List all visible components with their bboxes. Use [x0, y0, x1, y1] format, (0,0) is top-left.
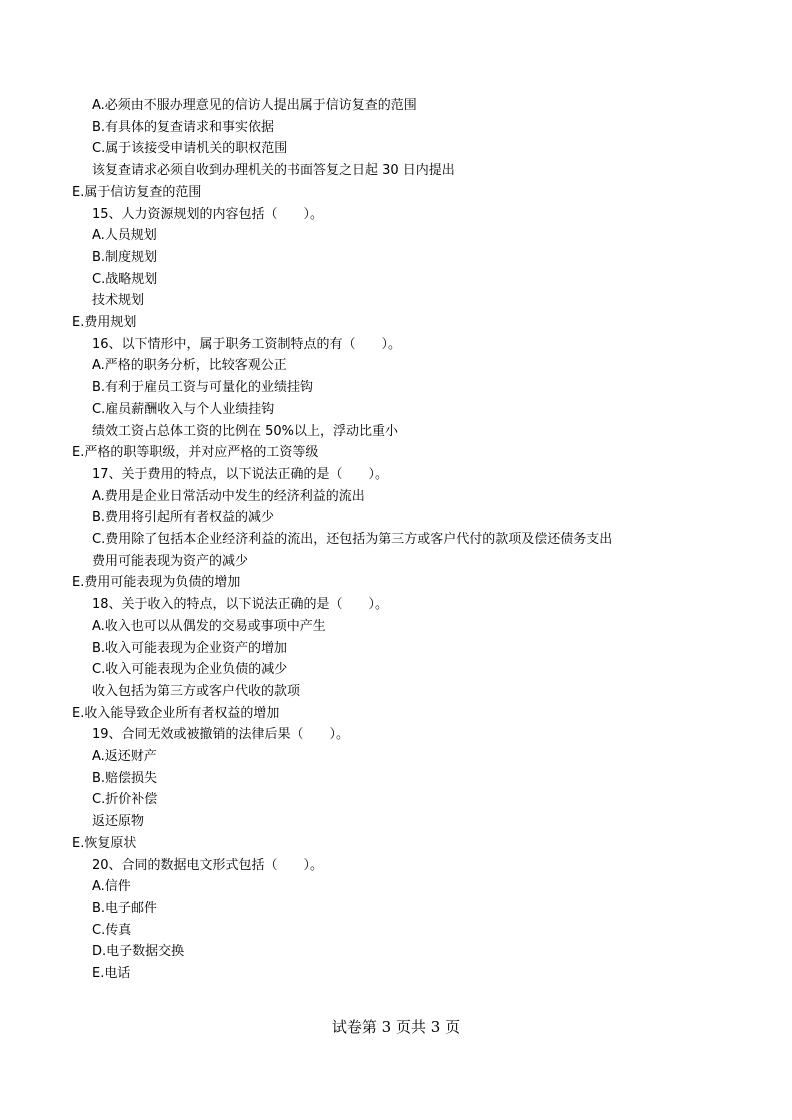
text-line: A.必须由不服办理意见的信访人提出属于信访复查的范围 — [92, 98, 417, 113]
text-line: C.传真 — [92, 922, 132, 938]
text-line: 绩效工资占总体工资的比例在 50%以上，浮动比重小 — [92, 423, 399, 439]
text-line: B.赔偿损失 — [92, 770, 158, 786]
text-line: B.收入可能表现为企业资产的增加 — [92, 640, 288, 656]
text-line: E.电话 — [92, 966, 131, 981]
text-line: E.费用规划 — [72, 315, 137, 330]
text-line: A.返还财产 — [92, 749, 157, 764]
text-line: 费用可能表现为资产的减少 — [92, 553, 249, 569]
text-line: 该复查请求必须自收到办理机关的书面答复之日起 30 日内提出 — [92, 163, 455, 179]
text-line: A.收入也可以从偶发的交易或事项中产生 — [92, 618, 326, 634]
text-line: C.折价补偿 — [92, 792, 158, 808]
text-line: E.属于信访复查的范围 — [72, 184, 202, 200]
text-line: 20、合同的数据电文形式包括（ ）。 — [92, 857, 324, 873]
text-line: B.制度规划 — [92, 249, 158, 265]
text-line: 16、以下情形中，属于职务工资制特点的有（ ）。 — [92, 336, 402, 352]
text-line: B.费用将引起所有者权益的减少 — [92, 510, 275, 526]
text-line: E.收入能导致企业所有者权益的增加 — [72, 705, 280, 721]
text-line: C.属于该接受申请机关的职权范围 — [92, 141, 288, 157]
text-line: C.雇员薪酬收入与个人业绩挂钩 — [92, 401, 275, 417]
text-line: 收入包括为第三方或客户代收的款项 — [92, 683, 301, 699]
text-line: A.严格的职务分析，比较客观公正 — [92, 358, 287, 374]
text-line: C.费用除了包括本企业经济利益的流出，还包括为第三方或客户代付的款项及偿还债务支出 — [92, 532, 613, 547]
text-line: 返还原物 — [92, 814, 145, 830]
text-line: 17、关于费用的特点，以下说法正确的是（ ）。 — [92, 466, 389, 482]
text-line: 19、合同无效或被撤销的法律后果（ ）。 — [92, 727, 350, 743]
text-line: E.费用可能表现为负债的增加 — [72, 575, 241, 591]
text-line: B.电子邮件 — [92, 900, 158, 916]
text-line: A.信件 — [92, 879, 131, 895]
text-line: 技术规划 — [92, 293, 145, 309]
text-line: C.战略规划 — [92, 271, 158, 287]
text-line: 15、人力资源规划的内容包括（ ）。 — [92, 206, 324, 222]
text-line: A.人员规划 — [92, 228, 157, 244]
text-line: B.有具体的复查请求和事实依据 — [92, 119, 275, 135]
text-line: B.有利于雇员工资与可量化的业绩挂钩 — [92, 380, 314, 396]
text-line: C.收入可能表现为企业负债的减少 — [92, 662, 288, 678]
page-footer: 试卷第 3 页共 3 页 — [331, 1018, 461, 1036]
text-line: E.恢复原状 — [72, 835, 137, 851]
text-line: E.严格的职等职级，并对应严格的工资等级 — [72, 445, 319, 461]
text-line: A.费用是企业日常活动中发生的经济利益的流出 — [92, 488, 365, 504]
text-line: 18、关于收入的特点，以下说法正确的是（ ）。 — [92, 597, 389, 613]
text-line: D.电子数据交换 — [92, 944, 185, 960]
